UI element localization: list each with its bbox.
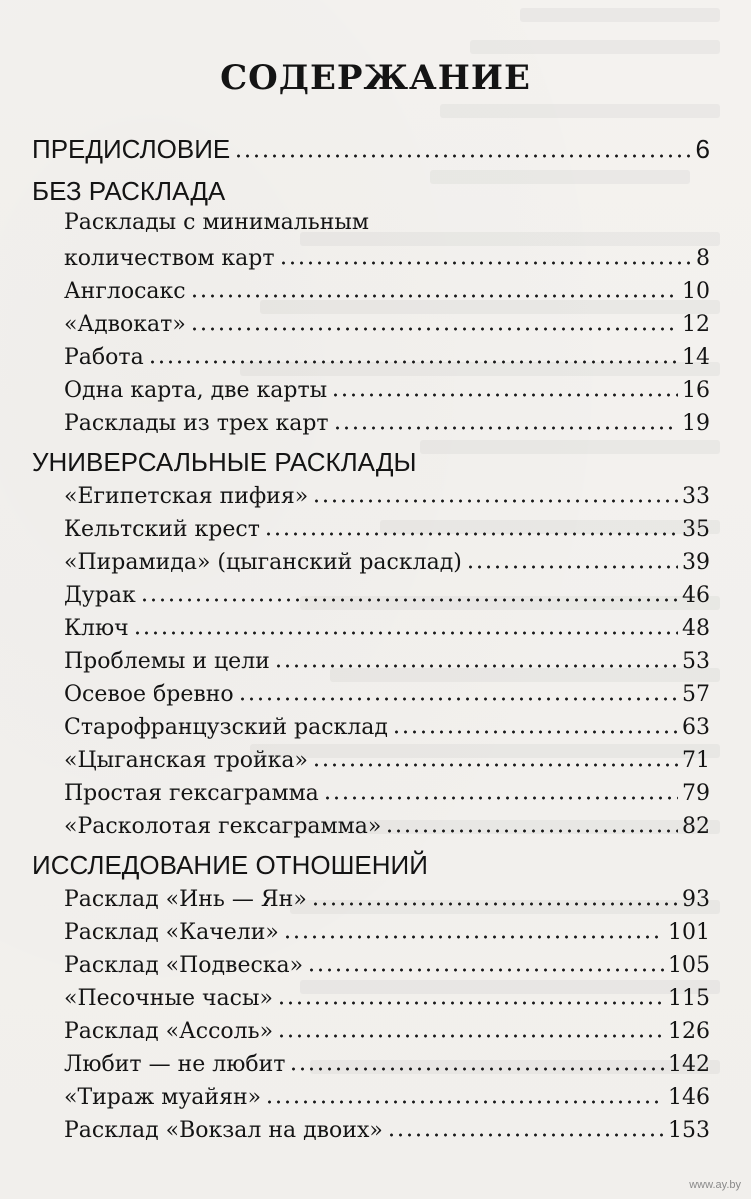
dot-leader [140, 581, 678, 603]
toc-entry [64, 745, 710, 779]
dot-leader [392, 713, 678, 735]
toc-page-number: 48 [682, 616, 710, 641]
dot-leader [323, 779, 678, 801]
toc-entry-label: Осевое бревно [64, 682, 234, 707]
toc-entry [64, 1016, 710, 1050]
toc-entry [64, 811, 710, 845]
toc-entry-label: Англосакс [64, 279, 186, 304]
toc-entry-label: Кельтский крест [64, 517, 260, 542]
section-heading: ИССЛЕДОВАНИЕ ОТНОШЕНИЙ [32, 850, 428, 880]
toc-page-number: 33 [682, 484, 710, 509]
toc-entry [64, 950, 710, 984]
toc-page-number: 101 [668, 920, 710, 945]
toc-entry [64, 580, 710, 614]
toc-page-number: 57 [682, 682, 710, 707]
toc-page-number: 46 [682, 583, 710, 608]
page-title: СОДЕРЖАНИЕ [220, 58, 531, 98]
dot-leader [234, 133, 691, 159]
toc-entry-label: Расклад «Вокзал на двоих» [64, 1118, 383, 1143]
toc-entry [64, 778, 710, 812]
toc-entry [64, 342, 710, 376]
toc-page-number: 79 [682, 781, 710, 806]
watermark: www.ay.by [689, 1179, 741, 1191]
toc-page-number: 39 [682, 550, 710, 575]
toc-page-number: 105 [668, 953, 710, 978]
dot-leader [331, 376, 678, 398]
toc-page-number: 142 [668, 1052, 710, 1077]
toc-entry-label: Расклад «Качели» [64, 920, 279, 945]
toc-entry [64, 210, 710, 244]
toc-page-number: 146 [668, 1085, 710, 1110]
toc-entry-label: «Расколотая гексаграмма» [64, 814, 382, 839]
toc-entry-label: Дурак [64, 583, 136, 608]
dot-leader [265, 1083, 664, 1105]
toc-entry [64, 276, 710, 310]
toc-page-number: 8 [696, 246, 710, 271]
toc-page-number: 63 [682, 715, 710, 740]
dot-leader [283, 918, 664, 940]
toc-entry-label: Одна карта, две карты [64, 378, 328, 403]
toc-page-number: 12 [682, 312, 710, 337]
toc-entry-label: Расклад «Подвеска» [64, 953, 304, 978]
toc-entry-label: количеством карт [64, 246, 275, 271]
toc-page-number: 14 [682, 345, 710, 370]
toc-page-number: 35 [682, 517, 710, 542]
toc-entry [64, 1082, 710, 1116]
dot-leader [333, 409, 678, 431]
toc-page-number: 6 [695, 134, 710, 164]
toc-entry-label: Расклады с минимальным [64, 210, 370, 235]
toc-entry-label: Любит — не любит [64, 1052, 286, 1077]
dot-leader [133, 614, 678, 636]
toc-entry [64, 917, 710, 951]
dot-leader [274, 647, 678, 669]
toc-entry [64, 712, 710, 746]
dot-leader [148, 343, 678, 365]
dot-leader [277, 1017, 664, 1039]
dot-leader [277, 984, 664, 1006]
toc-entry-label: Расклад «Ассоль» [64, 1019, 274, 1044]
toc-page-number: 126 [668, 1019, 710, 1044]
dot-leader [264, 515, 678, 537]
toc-entry-label: «Адвокат» [64, 312, 186, 337]
dot-leader [279, 244, 692, 266]
section-heading: УНИВЕРСАЛЬНЫЕ РАСКЛАДЫ [32, 447, 417, 477]
dot-leader [311, 885, 678, 907]
dot-leader [385, 812, 678, 834]
toc-entry-label: «Песочные часы» [64, 986, 273, 1011]
toc-entry-label: Проблемы и цели [64, 649, 270, 674]
toc-entry-preface [32, 132, 710, 166]
toc-entry [64, 408, 710, 442]
toc-entry [64, 375, 710, 409]
toc-entry-label: «Цыганская тройка» [64, 748, 309, 773]
dot-leader [190, 277, 678, 299]
dot-leader [289, 1050, 664, 1072]
toc-entry-label: Ключ [64, 616, 129, 641]
dot-leader [387, 1116, 664, 1138]
toc-entry-label: Старофранцузский расклад [64, 715, 388, 740]
dot-leader [312, 482, 678, 504]
toc-entry-label: «Пирамида» (цыганский расклад) [64, 550, 462, 575]
toc-entry [64, 884, 710, 918]
toc-entry [64, 547, 710, 581]
toc-entry [64, 481, 710, 515]
toc-page-number: 153 [668, 1118, 710, 1143]
toc-entry-label: Работа [64, 345, 144, 370]
toc-page-number: 115 [668, 986, 710, 1011]
toc-page-number: 10 [682, 279, 710, 304]
dot-leader [312, 746, 678, 768]
dot-leader [190, 310, 678, 332]
dot-leader [238, 680, 678, 702]
toc-entry-label: «Тираж муайян» [64, 1085, 262, 1110]
toc-entry [64, 243, 710, 277]
toc-entry [64, 1115, 710, 1149]
toc-page-number: 53 [682, 649, 710, 674]
toc-page-number: 19 [682, 411, 710, 436]
toc-entry-label: Простая гексаграмма [64, 781, 319, 806]
toc-entry-label: Расклад «Инь — Ян» [64, 887, 307, 912]
toc-entry [64, 646, 710, 680]
toc-entry [64, 679, 710, 713]
toc-page-number: 71 [682, 748, 710, 773]
toc-entry-label: «Египетская пифия» [64, 484, 309, 509]
toc-entry [64, 613, 710, 647]
toc-entry [64, 309, 710, 343]
toc-entry [64, 514, 710, 548]
toc-page-number: 16 [682, 378, 710, 403]
dot-leader [466, 548, 678, 570]
toc-page-number: 82 [682, 814, 710, 839]
toc-entry-label: Расклады из трех карт [64, 411, 329, 436]
dot-leader [307, 951, 664, 973]
section-heading: БЕЗ РАСКЛАДА [32, 176, 226, 206]
toc-entry [64, 983, 710, 1017]
toc-entry [64, 1049, 710, 1083]
toc-entry-label: ПРЕДИСЛОВИЕ [32, 134, 231, 164]
toc-page-number: 93 [682, 887, 710, 912]
